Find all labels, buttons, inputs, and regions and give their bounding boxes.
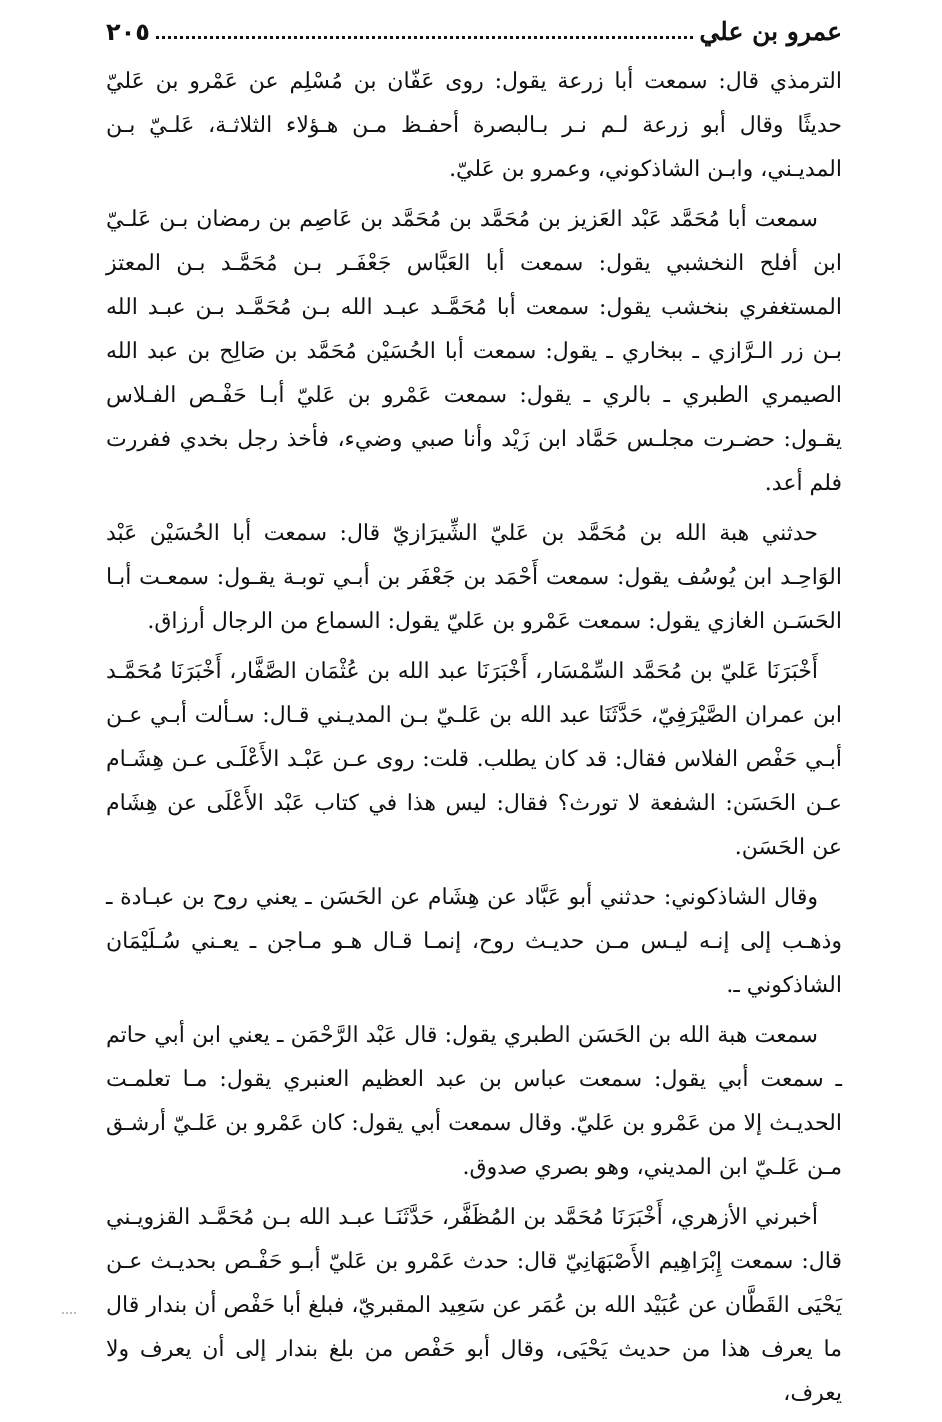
paragraph: وقال الشاذكوني: حدثني أبو عَبَّاد عن هِشَام عن الحَسَن ـ يعني روح بن عبـادة ـ وذهـب إلى إنـه ليـس مـن حديـث روح، إنمـا قـال هـو مـاجن ـ يعـني سُـلَيْمَان الشاذكوني ـ. (106, 885, 842, 998)
page-number: ٢٠٥ (106, 18, 150, 46)
paragraph: أخبرني الأزهري، أَخْبَرَنَا مُحَمَّد بن المُظَفَّر، حَدَّثَنَـا عبـد الله بـن مُحَمَّـد القزويـني قال: سمعت إِبْرَاهِيم الأَصْبَهَانِيّ قال: حدث عَمْرو بن عَليّ أبـو حَفْـص بحديـث عـن يَحْيَى القَطَّان عن عُبَيْد الله بن عُمَر عن سَعِيد المقبريّ، فبلغ أبا حَفْص أن بندار قال ما يعرف هذا من حديث يَحْيَى، وقال أبو حَفْص من بلغ بندار إلى أن يعرف ولا يعرف، (106, 1205, 842, 1406)
paragraph: الترمذي قال: سمعت أبا زرعة يقول: روى عَفّان بن مُسْلِم عن عَمْرو بن عَليّ حديثًا وقال أبو زرعة لـم نـر بـالبصرة أحفـظ مـن هـؤلاء الثلاثـة، عَلـيّ بـن المديـني، وابـن الشاذكوني، وعمرو بن عَليّ. (106, 69, 842, 182)
dotted-leader (156, 36, 693, 39)
paragraph: سمعت هبة الله بن الحَسَن الطبري يقول: قال عَبْد الرَّحْمَن ـ يعني ابن أبي حاتم ـ سمعت أبي يقول: سمعت عباس بن عبد العظيم العنبري يقول: مـا تعلمـت الحديـث إلا من عَمْرو بن عَليّ. وقال سمعت أبي يقول: كان عَمْرو بن عَلـيّ أرشـق مـن عَلـيّ ابن المديني، وهو بصري صدوق. (106, 1023, 842, 1180)
running-head (106, 14, 842, 50)
paragraph: أَخْبَرَنَا عَليّ بن مُحَمَّد السِّمْسَار، أَخْبَرَنَا عبد الله بن عُثْمَان الصَّفَّار، أَخْبَرَنَا مُحَمَّـد ابن عمران الصَّيْرَفِيّ، حَدَّثَنَا عبد الله بن عَلـيّ بـن المديـني قـال: سـألت أبـي عـن أبـي حَفْص الفلاس فقال: قد كان يطلب. قلت: روى عـن عَبْـد الأَعْلَـى عـن هِشَـام عـن الحَسَن: الشفعة لا تورث؟ فقال: ليس هذا في كتاب عَبْد الأَعْلَى عن هِشَام عن الحَسَن. (106, 659, 842, 860)
paragraph: سمعت أبا مُحَمَّد عَبْد العَزيز بن مُحَمَّد بن مُحَمَّد بن عَاصِم بن رمضان بـن عَلـيّ ابن أفلح النخشبي يقول: سمعت أبا العَبَّاس جَعْفَـر بـن مُحَمَّـد بـن المعتز المستغفري بنخشب يقول: سمعت أبا مُحَمَّـد عبـد الله بـن مُحَمَّـد بـن عبـد الله بـن زر الـرَّازي ـ ببخاري ـ يقول: سمعت أبا الحُسَيْن مُحَمَّد بن صَالِح بن عبد الله الصيمري الطبري ـ بالري ـ يقول: سمعت عَمْرو بن عَليّ أبـا حَفْـص الفـلاس يقـول: حضـرت مجلـس حَمَّاد ابن زَيْد وأنا صبي وضيء، فأخذ رجل بخدي ففررت فلم أعد. (106, 207, 842, 496)
scan-edge-mark (62, 1310, 76, 1314)
running-title: عمرو بن علي (699, 17, 842, 46)
body-text (106, 60, 842, 1422)
paragraph: حدثني هبة الله بن مُحَمَّد بن عَليّ الشِّيرَازيّ قال: سمعت أبا الحُسَيْن عَبْد الوَاحِـد ابن يُوسُف يقول: سمعت أَحْمَد بن جَعْفَر بن أبـي توبـة يقـول: سمعـت أبـا الحَسَـن الغازي يقول: سمعت عَمْرو بن عَليّ يقول: السماع من الرجال أرزاق. (106, 521, 842, 634)
